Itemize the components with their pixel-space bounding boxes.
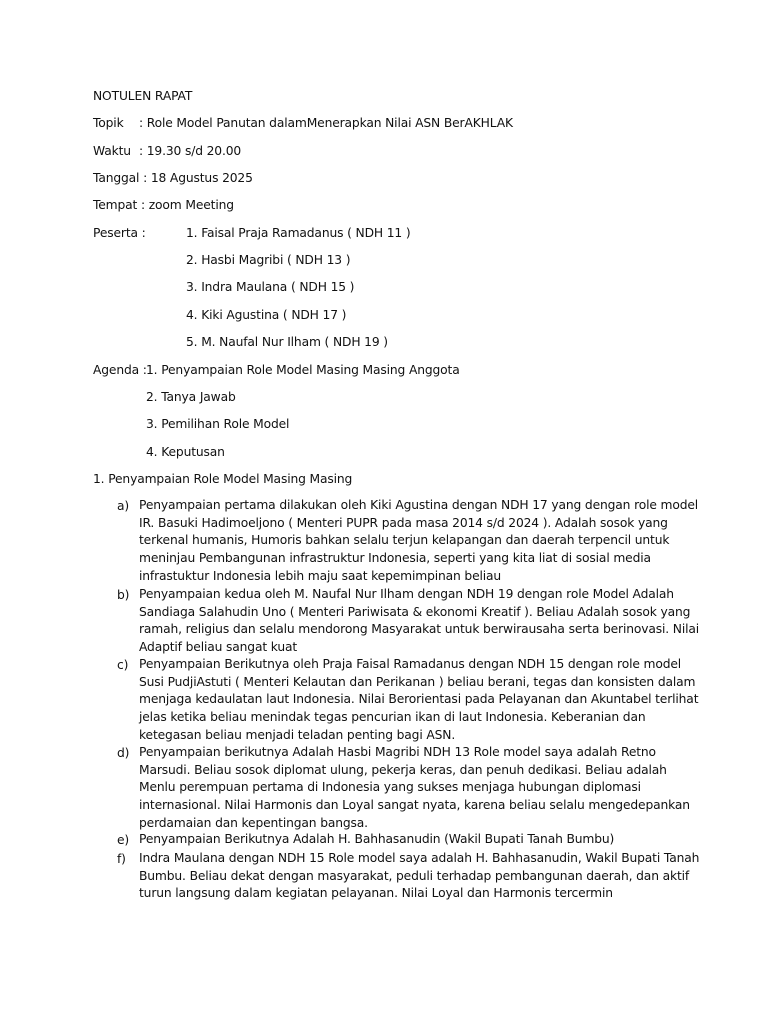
text-line: Adaptif beliau sangat kuat [139,640,298,655]
list-item-letter: b) [117,588,130,602]
text-line: terkenal humanis, Humoris bahkan selalu terjun kelapangan dan daerah terpencil untuk [139,533,670,548]
peserta-label: Peserta : [93,226,146,240]
peserta-item: 4. Kiki Agustina ( NDH 17 ) [186,308,347,322]
agenda-item: 2. Tanya Jawab [146,390,236,404]
text-line: Penyampaian Berikutnya oleh Praja Faisal Ramadanus dengan NDH 15 dengan role model [139,657,682,671]
text-line: jelas ketika beliau menindak tegas pencurian ikan di laut Indonesia. Keberanian dan [139,710,646,725]
text-line: Indra Maulana dengan NDH 15 Role model saya adalah H. Bahhasanudin, Wakil Bupati Tanah [139,851,700,865]
tempat-line: Tempat : zoom Meeting [93,198,234,212]
list-item-letter: d) [117,746,130,760]
tanggal-line: Tanggal : 18 Agustus 2025 [93,171,253,185]
list-item-letter: a) [117,499,130,513]
peserta-item: 3. Indra Maulana ( NDH 15 ) [186,280,355,294]
text-line: perdamaian dan kepentingan bangsa. [139,815,368,830]
text-line: turun langsung dalam kegiatan pelayanan. Nilai Loyal dan Harmonis tercermin [139,886,613,901]
peserta-item: 1. Faisal Praja Ramadanus ( NDH 11 ) [186,226,411,240]
list-item-text [139,850,700,903]
waktu-value: : 19.30 s/d 20.00 [139,144,242,158]
topik-value: : Role Model Panutan dalamMenerapkan Nilai ASN BerAKHLAK [139,116,513,130]
text-line: Menlu perempuan pertama di Indonesia yang sukses menjaga hubungan diplomasi [139,780,641,795]
text-line: Penyampaian pertama dilakukan oleh Kiki Agustina dengan NDH 17 yang dengan role model [139,498,699,512]
text-line: internasional. Nilai Harmonis dan Loyal sangat nyata, karena beliau selalu mengedepankan [139,798,690,813]
text-line: Susi PudjiAstuti ( Menteri Kelautan dan Perikanan ) beliau berani, tegas dan konsisten dalam [139,674,696,689]
text-line: Penyampaian kedua oleh M. Naufal Nur Ilham dengan NDH 19 dengan role Model Adalah [139,587,674,601]
list-item-text [139,497,699,586]
text-line: menjaga kedaulatan laut Indonesia. Nilai Berorientasi pada Pelayanan dan Akuntabel terlihat [139,692,699,707]
topik-label: Topik [93,116,124,130]
text-line: Bumbu. Beliau dekat dengan masyarakat, peduli terhadap pembangunan daerah, dan aktif [139,868,690,883]
text-line: Penyampaian Berikutnya Adalah H. Bahhasanudin (Wakil Bupati Tanah Bumbu) [139,832,615,846]
peserta-item: 2. Hasbi Magribi ( NDH 13 ) [186,253,351,267]
list-item-text [139,744,690,833]
list-item-letter: e) [117,833,130,847]
agenda-item: 3. Pemilihan Role Model [146,417,290,431]
agenda-item: 1. Penyampaian Role Model Masing Masing Anggota [146,363,460,377]
text-line: ramah, religius dan selalu mendorong Masyarakat untuk berwirausaha serta berinovasi. Nilai [139,622,700,637]
document-title: NOTULEN RAPAT [93,89,193,103]
list-item-letter: f) [117,852,126,866]
agenda-item: 4. Keputusan [146,445,225,459]
agenda-label: Agenda : [93,363,147,377]
text-line: Marsudi. Beliau sosok diplomat ulung, pekerja keras, dan penuh dedikasi. Beliau adalah [139,762,667,777]
list-item-letter: c) [117,658,129,672]
text-line: meninjau Pembangunan infrastruktur Indonesia, seperti yang kita liat di sosial media [139,551,651,566]
section-heading: 1. Penyampaian Role Model Masing Masing [93,472,353,486]
text-line: Penyampaian berikutnya Adalah Hasbi Magribi NDH 13 Role model saya adalah Retno [139,745,656,759]
text-line: Sandiaga Salahudin Uno ( Menteri Pariwisata & ekonomi Kreatif ). Beliau Adalah sosok yang [139,604,691,619]
peserta-item: 5. M. Naufal Nur Ilham ( NDH 19 ) [186,335,388,349]
list-item-text [139,831,679,849]
text-line: infrastuktur Indonesia lebih maju saat kepemimpinan beliau [139,568,502,583]
text-line: ketegasan beliau menjadi teladan penting bagi ASN. [139,727,456,742]
list-item-text [139,656,699,745]
text-line: IR. Basuki Hadimoeljono ( Menteri PUPR pada masa 2014 s/d 2024 ). Adalah sosok yang [139,515,668,530]
list-item-text [139,586,700,657]
waktu-label: Waktu [93,144,131,158]
